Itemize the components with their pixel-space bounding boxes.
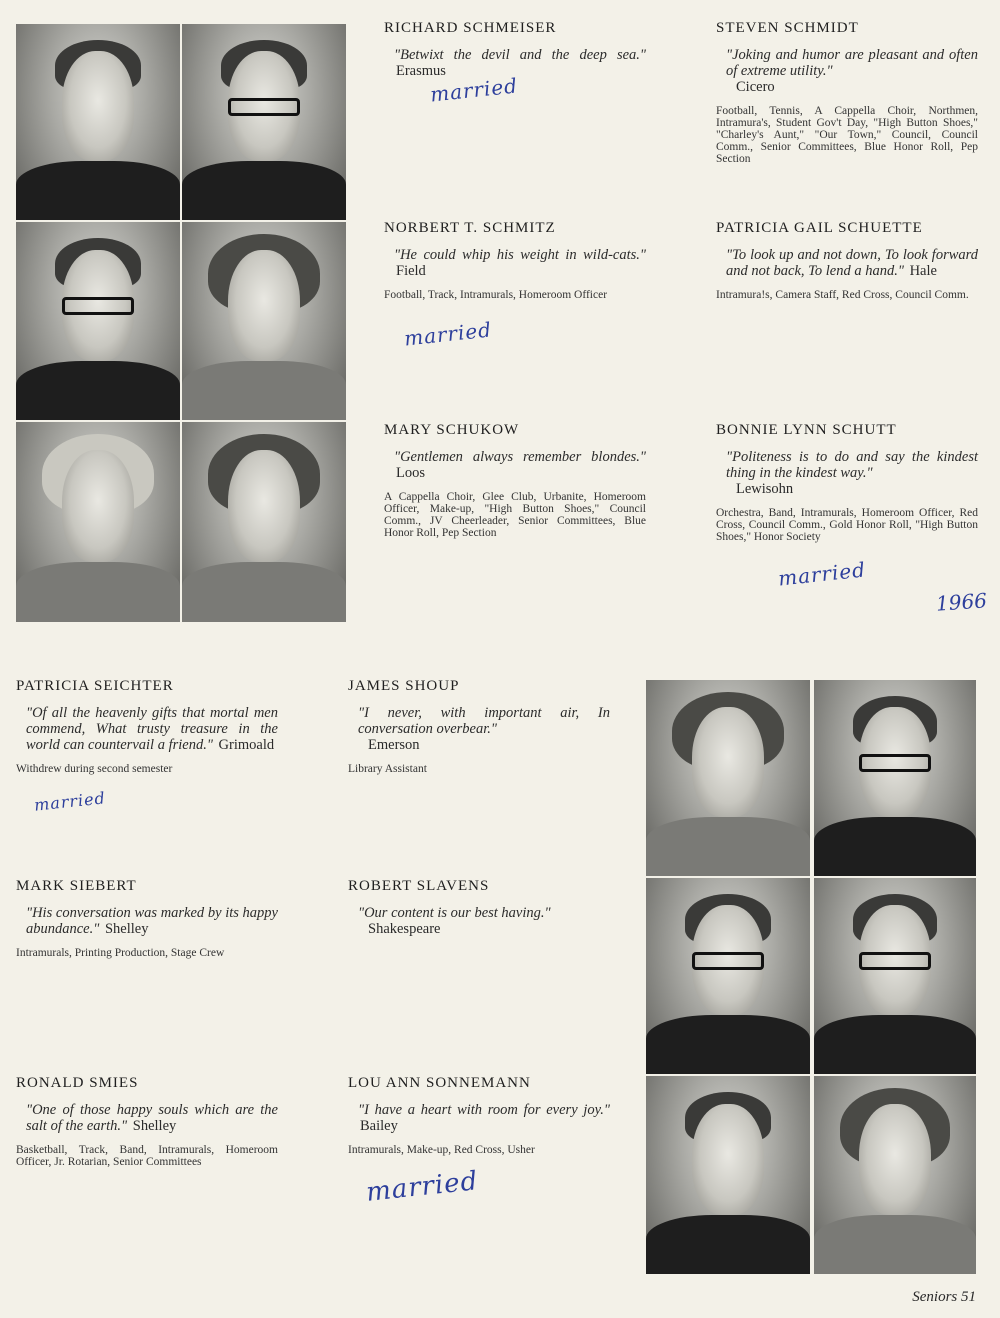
portrait-mark-siebert bbox=[646, 878, 810, 1074]
handwritten-year: 1966 bbox=[935, 588, 988, 616]
portrait-patricia-schuette bbox=[182, 222, 346, 420]
senior-name: MARY SCHUKOW bbox=[384, 422, 520, 438]
handwritten-note: married bbox=[364, 1166, 480, 1208]
handwritten-note: married bbox=[402, 317, 494, 351]
senior-name: MARK SIEBERT bbox=[16, 878, 137, 894]
senior-quote: "Of all the heavenly gifts that mortal men commend, What trusty treasure in the world can countervail a friend." Grimoald bbox=[26, 705, 278, 753]
portrait-robert-slavens bbox=[814, 878, 976, 1074]
senior-name: STEVEN SCHMIDT bbox=[716, 20, 859, 36]
senior-name: NORBERT T. SCHMITZ bbox=[384, 220, 556, 236]
senior-activities: Football, Track, Intramurals, Homeroom Officer bbox=[384, 289, 608, 301]
portrait-norbert-schmitz bbox=[16, 222, 180, 420]
senior-entry bbox=[384, 220, 646, 301]
senior-entry bbox=[16, 678, 278, 775]
senior-quote: "Gentlemen always remember blondes." Loos bbox=[394, 449, 646, 481]
senior-name: RONALD SMIES bbox=[16, 1075, 139, 1091]
portrait-ronald-smies bbox=[646, 1076, 810, 1274]
senior-activities: Library Assistant bbox=[348, 763, 427, 775]
portrait-lou-ann-sonnemann bbox=[814, 1076, 976, 1274]
senior-activities: Football, Tennis, A Cappella Choir, Northmen, Intramura's, Student Gov't Day, "High Button Shoes," "Charley's Aunt," "Our Town," Council, Council Comm., Senior Committees, Blue Honor Roll, Pep Section bbox=[716, 105, 978, 165]
handwritten-note: married bbox=[428, 73, 520, 107]
senior-entry bbox=[716, 422, 978, 543]
senior-entry bbox=[348, 678, 610, 775]
senior-quote-author: Lewisohn bbox=[736, 481, 794, 497]
handwritten-note: married bbox=[776, 557, 868, 591]
senior-entry bbox=[384, 20, 646, 79]
senior-entry bbox=[716, 220, 978, 301]
senior-name: BONNIE LYNN SCHUTT bbox=[716, 422, 897, 438]
senior-entry bbox=[348, 1075, 610, 1156]
senior-quote: "Our content is our best having." bbox=[358, 905, 551, 921]
senior-entry bbox=[348, 878, 610, 937]
senior-activities: Withdrew during second semester bbox=[16, 763, 173, 775]
senior-name: PATRICIA SEICHTER bbox=[16, 678, 174, 694]
portrait-steven-schmidt bbox=[182, 24, 346, 220]
senior-activities: Intramura!s, Camera Staff, Red Cross, Council Comm. bbox=[716, 289, 969, 301]
senior-quote: "He could whip his weight in wild-cats." Field bbox=[394, 247, 646, 279]
senior-quote-author: Cicero bbox=[736, 79, 775, 95]
senior-entry bbox=[16, 878, 278, 959]
senior-quote: "Joking and humor are pleasant and often of extreme utility." bbox=[726, 47, 978, 79]
portrait-bonnie-schutt bbox=[182, 422, 346, 622]
senior-name: PATRICIA GAIL SCHUETTE bbox=[716, 220, 923, 236]
senior-quote: "I never, with important air, In conversation overbear." bbox=[358, 705, 610, 737]
page-footer: Seniors 51 bbox=[912, 1289, 976, 1305]
senior-quote: "One of those happy souls which are the salt of the earth." Shelley bbox=[26, 1102, 278, 1134]
senior-entry bbox=[384, 422, 646, 539]
senior-quote: "To look up and not down, To look forward and not back, To lend a hand." Hale bbox=[726, 247, 978, 279]
handwritten-note: married bbox=[33, 788, 107, 815]
senior-name: ROBERT SLAVENS bbox=[348, 878, 490, 894]
senior-quote: "Betwixt the devil and the deep sea." Erasmus bbox=[394, 47, 646, 79]
senior-activities: Intramurals, Make-up, Red Cross, Usher bbox=[348, 1144, 535, 1156]
senior-name: LOU ANN SONNEMANN bbox=[348, 1075, 531, 1091]
senior-name: RICHARD SCHMEISER bbox=[384, 20, 557, 36]
portrait-mary-schukow bbox=[16, 422, 180, 622]
portrait-james-shoup bbox=[814, 680, 976, 876]
senior-activities: A Cappella Choir, Glee Club, Urbanite, Homeroom Officer, Make-up, "High Button Shoes," Council Comm., JV Cheerleader, Senior Committees, Blue Honor Roll, Pep Section bbox=[384, 491, 646, 539]
senior-quote: "His conversation was marked by its happy abundance." Shelley bbox=[26, 905, 278, 937]
senior-name: JAMES SHOUP bbox=[348, 678, 460, 694]
senior-activities: Orchestra, Band, Intramurals, Homeroom Officer, Red Cross, Council Comm., Gold Honor Roll, "High Button Shoes," Honor Society bbox=[716, 507, 978, 543]
portrait-richard-schmeiser bbox=[16, 24, 180, 220]
senior-quote-author: Shakespeare bbox=[368, 921, 441, 937]
senior-quote-author: Emerson bbox=[368, 737, 420, 753]
senior-entry bbox=[716, 20, 978, 165]
senior-entry bbox=[16, 1075, 278, 1168]
portrait-patricia-seichter bbox=[646, 680, 810, 876]
senior-quote: "I have a heart with room for every joy." Bailey bbox=[358, 1102, 610, 1134]
senior-quote: "Politeness is to do and say the kindest thing in the kindest way." bbox=[726, 449, 978, 481]
senior-activities: Basketball, Track, Band, Intramurals, Homeroom Officer, Jr. Rotarian, Senior Committees bbox=[16, 1144, 278, 1168]
senior-activities: Intramurals, Printing Production, Stage Crew bbox=[16, 947, 225, 959]
